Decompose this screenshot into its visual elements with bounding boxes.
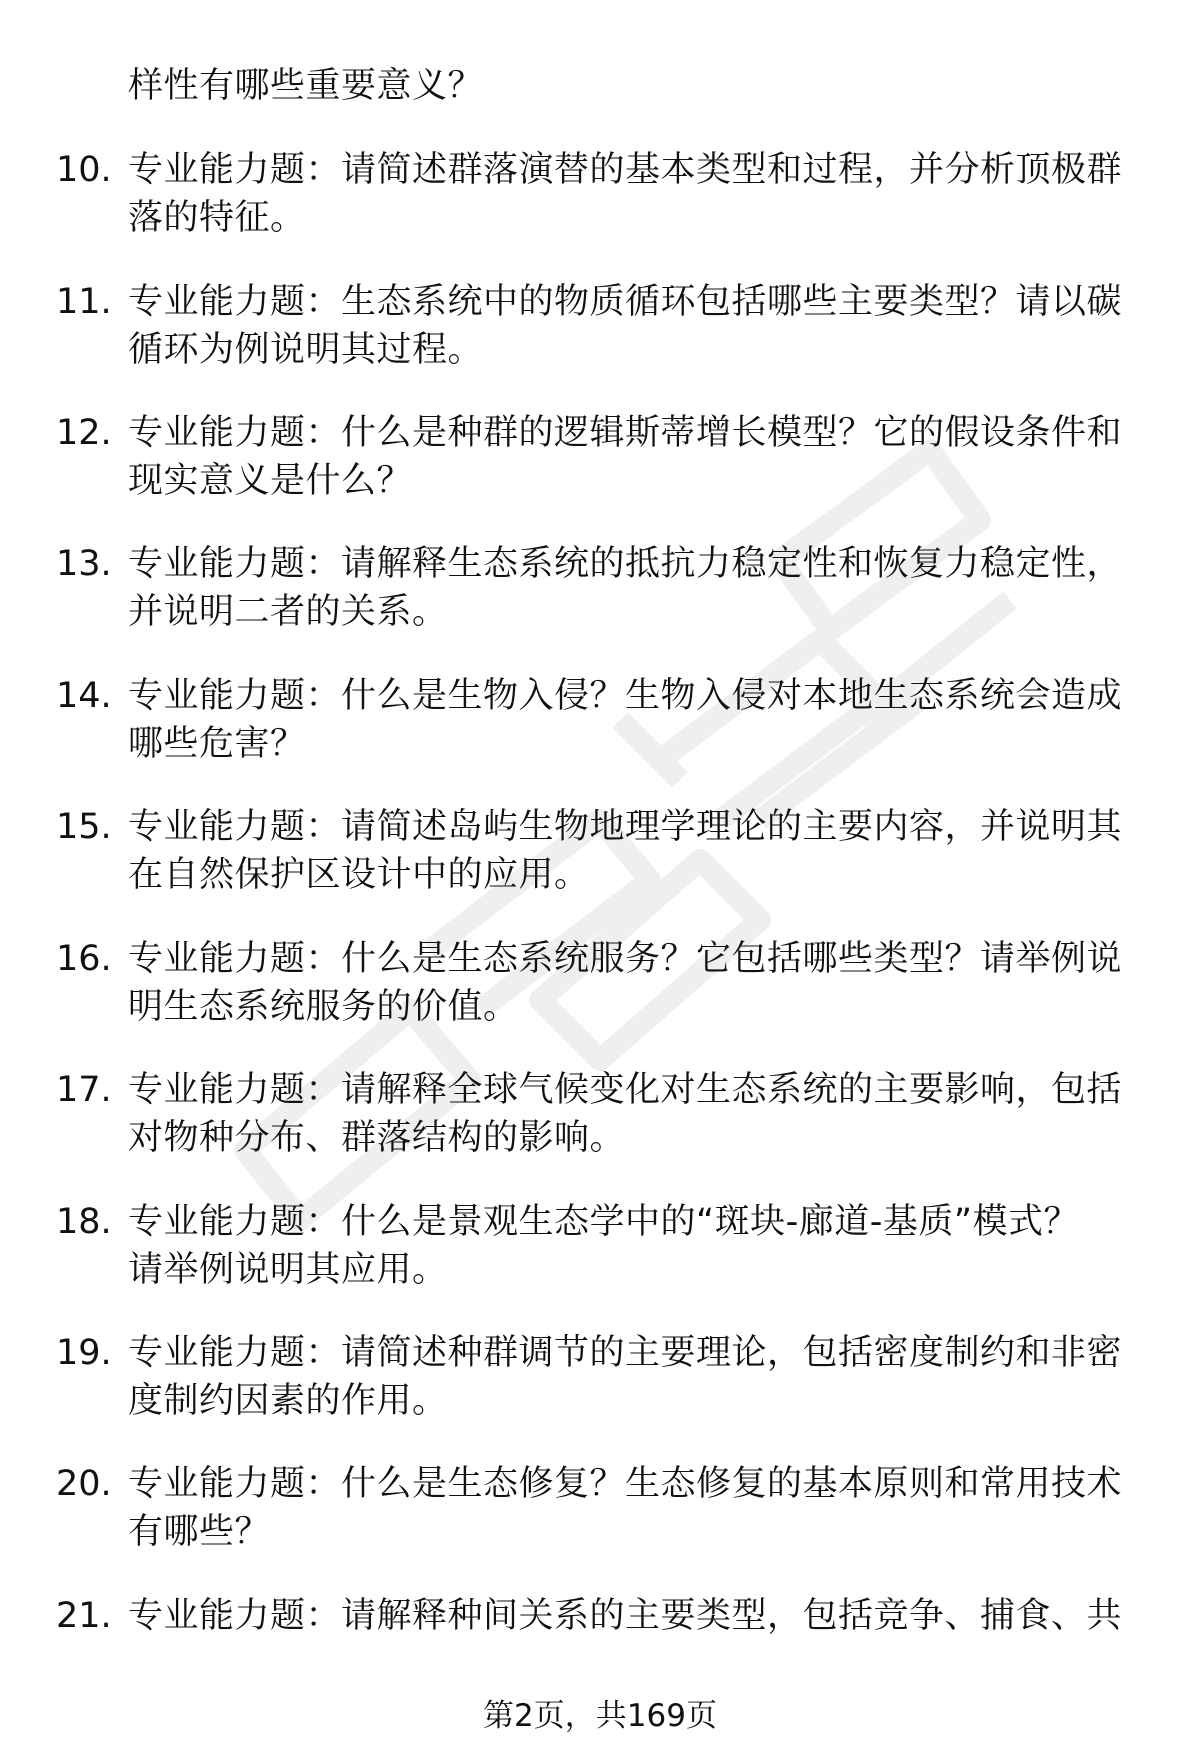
question-text-line1: 专业能力题：请简述种群调节的主要理论，包括密度制约和非密 xyxy=(128,1333,1123,1373)
question-text-line1: 专业能力题：请简述群落演替的基本类型和过程，并分析顶极群 xyxy=(128,150,1123,190)
continuation-text: 样性有哪些重要意义？ xyxy=(128,66,484,106)
question-number: 21. xyxy=(56,1596,112,1636)
question-text-line2: 有哪些？ xyxy=(128,1512,271,1552)
question-text-line1: 专业能力题：什么是种群的逻辑斯蒂增长模型？它的假设条件和 xyxy=(128,413,1123,453)
question-text-line1: 专业能力题：什么是生物入侵？生物入侵对本地生态系统会造成 xyxy=(128,676,1123,716)
question-text-line2: 对物种分布、群落结构的影响。 xyxy=(128,1118,626,1158)
question-text-line1: 专业能力题：什么是生态修复？生态修复的基本原则和常用技术 xyxy=(128,1464,1123,1504)
question-number: 16. xyxy=(56,939,112,979)
question-text-line2: 循环为例说明其过程。 xyxy=(128,330,484,370)
question-text-line1: 专业能力题：请解释种间关系的主要类型，包括竞争、捕食、共 xyxy=(128,1596,1123,1636)
question-text-line2: 度制约因素的作用。 xyxy=(128,1381,448,1421)
page-footer: 第2页，共169页 xyxy=(483,1698,717,1734)
question-text-line2: 并说明二者的关系。 xyxy=(128,592,448,632)
question-number: 12. xyxy=(56,413,112,453)
question-number: 19. xyxy=(56,1333,112,1373)
question-text-line2: 哪些危害？ xyxy=(128,724,306,764)
question-number: 18. xyxy=(56,1202,112,1242)
question-text-line1: 专业能力题：什么是景观生态学中的“斑块-廊道-基质”模式？ xyxy=(128,1202,1080,1242)
question-text-line2: 请举例说明其应用。 xyxy=(128,1250,448,1290)
question-text-line2: 在自然保护区设计中的应用。 xyxy=(128,855,590,895)
question-text-line2: 现实意义是什么？ xyxy=(128,461,413,501)
question-number: 11. xyxy=(56,282,112,322)
question-text-line1: 专业能力题：请解释全球气候变化对生态系统的主要影响，包括 xyxy=(128,1070,1123,1110)
question-text-line2: 明生态系统服务的价值。 xyxy=(128,987,519,1027)
question-text-line1: 专业能力题：生态系统中的物质循环包括哪些主要类型？请以碳 xyxy=(128,282,1123,322)
question-number: 17. xyxy=(56,1070,112,1110)
question-number: 14. xyxy=(56,676,112,716)
question-text-line1: 专业能力题：请解释生态系统的抵抗力稳定性和恢复力稳定性， xyxy=(128,544,1123,584)
question-text-line2: 落的特征。 xyxy=(128,198,306,238)
question-text-line1: 专业能力题：请简述岛屿生物地理学理论的主要内容，并说明其 xyxy=(128,807,1123,847)
question-number: 10. xyxy=(56,150,112,190)
question-number: 20. xyxy=(56,1464,112,1504)
question-text-line1: 专业能力题：什么是生态系统服务？它包括哪些类型？请举例说 xyxy=(128,939,1123,979)
question-number: 15. xyxy=(56,807,112,847)
question-number: 13. xyxy=(56,544,112,584)
